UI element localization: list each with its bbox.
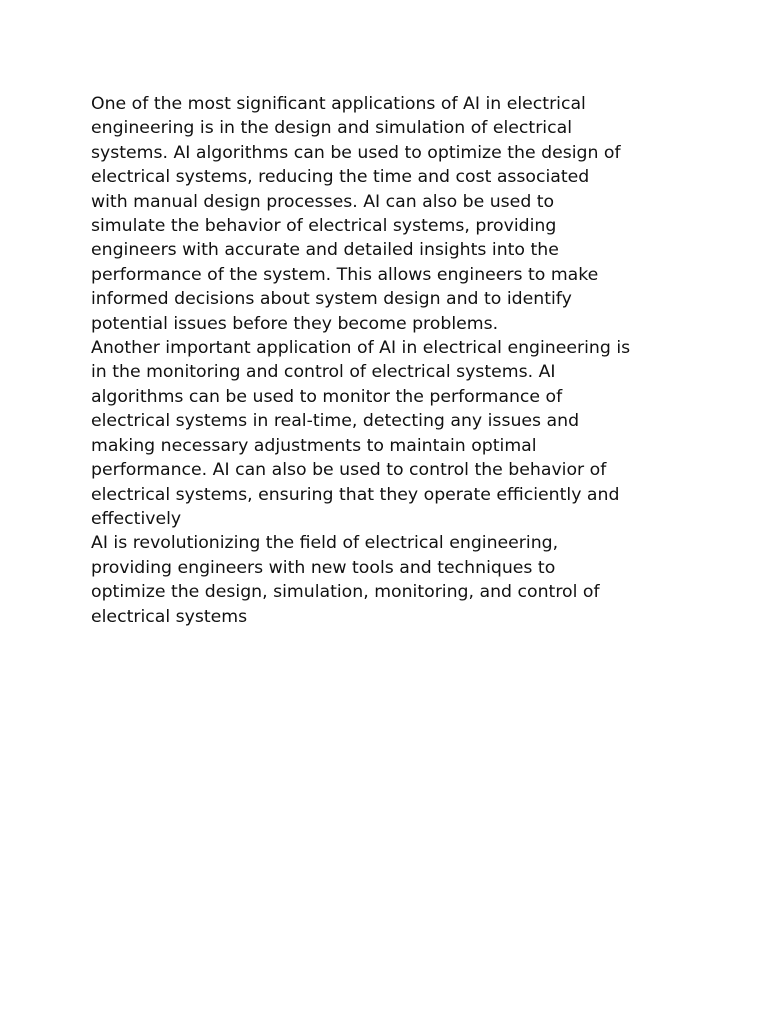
text-line: potential issues before they become problems. <box>91 313 499 334</box>
paragraph-ai-monitoring-control <box>91 336 691 531</box>
text-line: electrical systems, ensuring that they operate efficiently and <box>91 484 620 505</box>
text-line: electrical systems, reducing the time and cost associated <box>91 167 590 188</box>
text-line: engineers with accurate and detailed insights into the <box>91 240 559 261</box>
text-line: with manual design processes. AI can also be used to <box>91 191 555 212</box>
text-line: AI is revolutionizing the field of electrical engineering, <box>91 533 559 554</box>
text-line: effectively <box>91 508 182 529</box>
text-line: Another important application of AI in electrical engineering is <box>91 338 631 359</box>
text-line: performance. AI can also be used to control the behavior of <box>91 460 607 481</box>
text-line: systems. AI algorithms can be used to optimize the design of <box>91 142 621 163</box>
text-line: making necessary adjustments to maintain optimal <box>91 435 537 456</box>
text-line: electrical systems in real-time, detecting any issues and <box>91 411 580 432</box>
text-line: One of the most significant applications of AI in electrical <box>91 94 586 114</box>
text-line: engineering is in the design and simulation of electrical <box>91 118 572 139</box>
text-line: performance of the system. This allows engineers to make <box>91 264 599 285</box>
text-line: providing engineers with new tools and techniques to <box>91 557 556 578</box>
text-line: simulate the behavior of electrical systems, providing <box>91 216 557 237</box>
text-line: algorithms can be used to monitor the performance of <box>91 386 563 407</box>
text-line: optimize the design, simulation, monitoring, and control of <box>91 582 600 603</box>
text-line: in the monitoring and control of electrical systems. AI <box>91 362 556 383</box>
paragraph-ai-revolutionizing <box>91 531 691 629</box>
text-line: informed decisions about system design and to identify <box>91 289 572 310</box>
document-body <box>91 92 691 629</box>
text-line: electrical systems <box>91 606 248 627</box>
paragraph-ai-design-simulation <box>91 92 691 336</box>
